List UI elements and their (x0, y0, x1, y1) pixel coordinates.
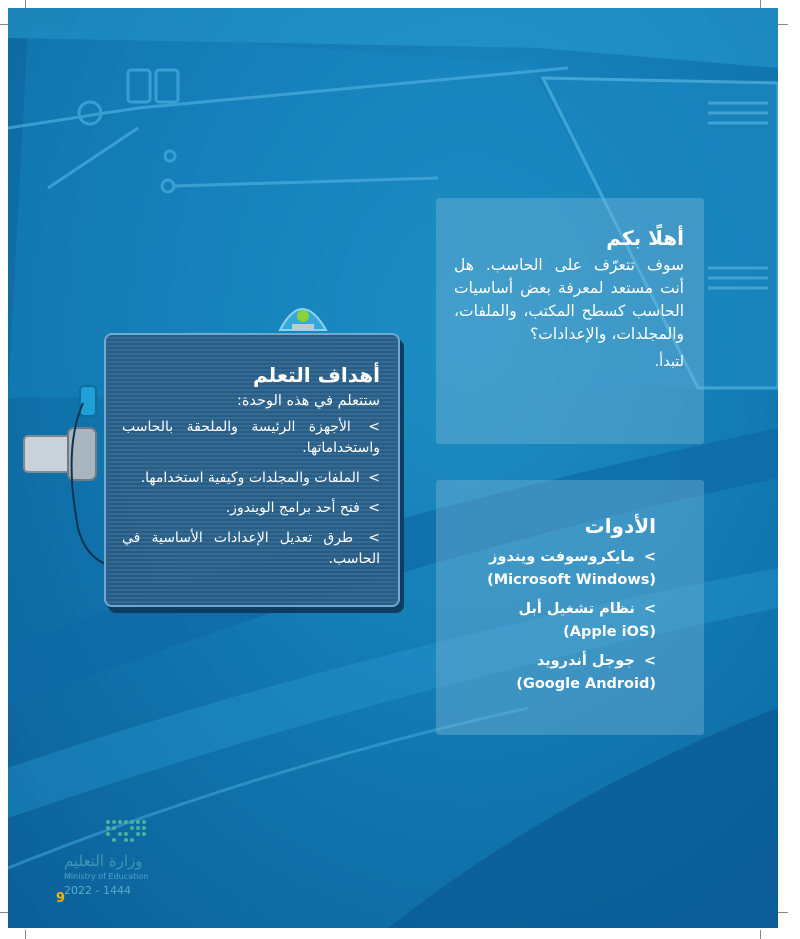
tool-name-en: (Apple iOS) (563, 624, 656, 640)
logo-year: 2022 - 1444 (64, 884, 131, 897)
welcome-cta: لتبدأ. (654, 354, 684, 370)
tool-name-ar: جوجل أندرويد (536, 653, 635, 669)
logo-english: Ministry of Education (64, 872, 149, 881)
goals-list (122, 417, 380, 570)
tool-name-ar: نظام تشغيل أبل (518, 601, 635, 617)
crop-mark (778, 912, 788, 913)
tools-title: الأدوات (584, 514, 656, 538)
tool-name-ar: مايكروسوفت ويندوز (489, 549, 635, 565)
crop-mark (760, 0, 761, 8)
crop-mark (760, 930, 761, 939)
bullet-icon: > (354, 419, 380, 435)
bullet-icon: > (638, 653, 656, 669)
list-item (454, 598, 656, 644)
bullet-icon: > (363, 500, 380, 516)
page-number: 9 (56, 891, 66, 906)
bullet-icon: > (638, 549, 656, 565)
bullet-icon: > (363, 470, 380, 486)
tools-list (454, 546, 656, 696)
goal-text: الأجهزة الرئيسة والملحقة بالحاسب واستخداماتها. (122, 419, 380, 456)
goal-text: فتح أحد برامج الويندوز. (225, 500, 360, 516)
list-item (122, 528, 380, 570)
list-item (454, 546, 656, 592)
goals-intro: ستتعلم في هذه الوحدة: (236, 393, 380, 409)
welcome-panel (436, 198, 704, 444)
page (8, 8, 778, 928)
logo-arabic: وزارة التعليم (64, 852, 143, 870)
goals-title: أهداف التعلم (253, 363, 380, 387)
list-item (122, 468, 380, 489)
learning-goals-panel (104, 333, 400, 607)
list-item (122, 417, 380, 459)
welcome-body: سوف تتعرّف على الحاسب. هل أنت مستعد لمعرفة بعض أساسيات الحاسب كسطح المكتب، والملفات، والمجلدات، والإعدادات؟ (454, 256, 684, 343)
crop-mark (0, 24, 8, 25)
logo-dots-icon (60, 816, 150, 850)
tool-name-en: (Google Android) (516, 676, 656, 692)
bullet-icon: > (357, 530, 380, 546)
goal-text: الملفات والمجلدات وكيفية استخدامها. (140, 470, 360, 486)
crop-mark (25, 930, 26, 939)
ministry-logo (60, 816, 160, 896)
welcome-title: أهلًا بكم (606, 226, 684, 250)
list-item (122, 498, 380, 519)
goal-text: طرق تعديل الإعدادات الأساسية في الحاسب. (122, 530, 380, 567)
crop-mark (25, 0, 26, 8)
tool-name-en: (Microsoft Windows) (487, 572, 656, 588)
crop-mark (778, 24, 788, 25)
crop-mark (0, 912, 8, 913)
tools-panel (436, 480, 704, 735)
list-item (454, 650, 656, 696)
bullet-icon: > (638, 601, 656, 617)
